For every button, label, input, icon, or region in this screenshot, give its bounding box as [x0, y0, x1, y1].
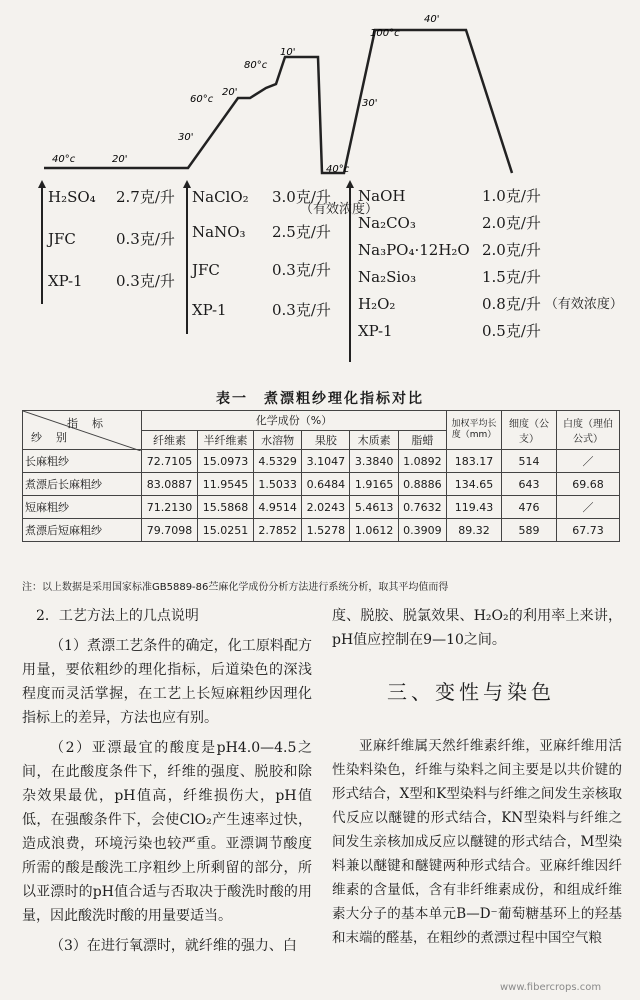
table-cell: 4.9514 — [254, 496, 302, 519]
temp-label: 60°c — [190, 94, 214, 105]
chemical-name: NaClO₂ — [192, 188, 249, 206]
corner-top-label: 指标 — [67, 417, 117, 430]
chemical-amount: 0.3克/升 — [116, 272, 175, 290]
table-cell: 476 — [502, 496, 557, 519]
table-cell: 134.65 — [447, 473, 502, 496]
column-header: 纤维素 — [142, 430, 198, 450]
body-paragraph: （2）亚漂最宜的酸度是pH4.0—4.5之间，在此酸度条件下，纤维的强度、脱胶和除杂效果最优，pH值高，纤维损伤大，pH值低，在强酸条件下，会使ClO₂产生速率过快，造成浪费，环境污染也较严重。亚漂调节酸度所需的酸是酸洗工序粗纱上所剩留的部分，所以亚漂时的pH值合适与否取决于酸洗时酸的用量，因此酸洗时酸的用量要适当。 — [22, 740, 312, 924]
chemical-amount: 0.8克/升 — [482, 295, 541, 313]
table-cell: 15.0251 — [198, 519, 254, 542]
row-label: 短麻粗纱 — [23, 496, 142, 519]
table-cell: 11.9545 — [198, 473, 254, 496]
table-title: 表一 煮漂粗纱理化指标对比 — [216, 391, 424, 407]
fineness-header: 细度（公支） — [502, 411, 557, 450]
table-cell: 4.5329 — [254, 450, 302, 473]
watermark: www.fibercrops.com — [500, 982, 602, 993]
table-cell: 0.7632 — [398, 496, 446, 519]
chemical-amount: 1.5克/升 — [482, 268, 541, 286]
chemical-name: Na₂Sio₃ — [358, 268, 417, 286]
recipe-row — [358, 209, 623, 236]
chemical-name: H₂O₂ — [358, 295, 396, 313]
recipe-oxygen-bleach — [358, 182, 623, 344]
subsection-heading: 2．工艺方法上的几点说明 — [36, 608, 199, 624]
table-cell: 83.0887 — [142, 473, 198, 496]
chemical-amount: 0.3克/升 — [116, 230, 175, 248]
table-cell: 69.68 — [557, 473, 620, 496]
chemical-name: XP-1 — [192, 301, 227, 319]
chemical-name: JFC — [48, 230, 76, 248]
chemical-amount: 2.7克/升 — [116, 188, 175, 206]
column-header: 半纤维素 — [198, 430, 254, 450]
recipe-row — [358, 263, 623, 290]
temp-label: 30' — [178, 132, 194, 143]
column-header: 木质素 — [350, 430, 398, 450]
concentration-note: （有效浓度） — [300, 202, 379, 217]
table-cell: 3.1047 — [302, 450, 350, 473]
column-header: 水溶物 — [254, 430, 302, 450]
recipe-row — [358, 290, 623, 317]
chemical-name: JFC — [192, 261, 220, 279]
chemical-name: H₂SO₄ — [48, 188, 96, 206]
table-row — [23, 519, 620, 542]
table-row — [23, 496, 620, 519]
table-cell: 72.7105 — [142, 450, 198, 473]
recipe-acid-wash — [48, 182, 175, 296]
column-header: 果胶 — [302, 430, 350, 450]
chemical-amount: 0.5克/升 — [482, 322, 541, 340]
chemical-name: XP-1 — [48, 272, 83, 290]
chemical-name: Na₃PO₄·12H₂O — [358, 241, 470, 259]
table-cell: 15.0973 — [198, 450, 254, 473]
table-cell: 5.4613 — [350, 496, 398, 519]
temp-label: 10' — [280, 47, 296, 58]
chemical-name: NaOH — [358, 187, 406, 205]
recipe-row — [358, 236, 623, 263]
chemical-name: XP-1 — [358, 322, 393, 340]
concentration-note: （有效浓度） — [544, 297, 623, 312]
table-cell: 589 — [502, 519, 557, 542]
table-cell: 119.43 — [447, 496, 502, 519]
table-cell: 71.2130 — [142, 496, 198, 519]
table-cell: 1.0612 — [350, 519, 398, 542]
table-cell: 0.8886 — [398, 473, 446, 496]
length-header: 加权平均长度（mm） — [447, 411, 502, 450]
table-cell: 79.7098 — [142, 519, 198, 542]
table-cell: 514 — [502, 450, 557, 473]
body-paragraph: （3）在进行氧漂时，就纤维的强力、白 — [50, 938, 297, 954]
table-corner-header — [23, 411, 142, 450]
table-cell: 1.9165 — [350, 473, 398, 496]
table-cell: 3.3840 — [350, 450, 398, 473]
row-label: 长麻粗纱 — [23, 450, 142, 473]
physicochemical-table — [22, 410, 620, 542]
chemical-name: Na₂CO₃ — [358, 214, 416, 232]
table-footnote: 注：以上数据是采用国家标准GB5889-86苎麻化学成份分析方法进行系统分析，取其平均值而得 — [22, 582, 449, 593]
table-cell: ／ — [557, 496, 620, 519]
chemical-amount: 0.3克/升 — [272, 301, 331, 319]
temp-label: 30' — [362, 98, 378, 109]
row-label: 煮漂后短麻粗纱 — [23, 519, 142, 542]
column-header: 脂蜡 — [398, 430, 446, 450]
table-cell: 1.0892 — [398, 450, 446, 473]
left-text-column — [22, 604, 312, 958]
table-row — [23, 473, 620, 496]
recipe-row — [192, 217, 378, 247]
recipe-row — [192, 255, 378, 285]
table-cell: 183.17 — [447, 450, 502, 473]
body-paragraph: 度、脱胶、脱氯效果、H₂O₂的利用率上来讲，pH值应控制在9—10之间。 — [332, 608, 622, 648]
temp-label: 20' — [222, 87, 238, 98]
temp-label: 40' — [424, 14, 440, 25]
body-paragraph: 亚麻纤维属天然纤维素纤维，亚麻纤维用活性染料染色，纤维与染料之间主要是以共价键的形式结合，X型和K型染料与纤维之间发生亲核取代反应以醚键的形式结合，KN型染料与纤维之间发生亲核加成反应以醚键的形式结合，M型染料兼以醚键和醚键两种形式结合。亚麻纤维因纤维素的含量低，含有非纤维素成份，和组成纤维素大分子的基本单元B—D⁻葡萄糖基环上的羟基和末端的醛基，在粗纱的煮漂过程中国空气粮 — [332, 738, 622, 946]
divider-line — [186, 186, 188, 334]
recipe-row — [192, 295, 378, 325]
table-row — [23, 450, 620, 473]
recipe-row — [48, 266, 175, 296]
chemical-amount: 0.3克/升 — [272, 261, 331, 279]
temp-label: 100°c — [370, 28, 400, 39]
process-temperature-diagram — [0, 0, 640, 185]
recipe-row — [358, 317, 623, 344]
table-cell: 1.5033 — [254, 473, 302, 496]
divider-line — [41, 186, 43, 304]
recipe-row — [48, 224, 175, 254]
section-heading: 三、变性与染色 — [387, 680, 555, 704]
table-cell: 67.73 — [557, 519, 620, 542]
temp-label: 40°c — [326, 164, 350, 175]
table-cell: 15.5868 — [198, 496, 254, 519]
table-cell: ／ — [557, 450, 620, 473]
table-cell: 643 — [502, 473, 557, 496]
chemical-amount: 2.0克/升 — [482, 214, 541, 232]
table-cell: 0.6484 — [302, 473, 350, 496]
table-cell: 0.3909 — [398, 519, 446, 542]
recipe-row — [48, 182, 175, 212]
right-text-column — [332, 604, 622, 652]
chemical-amount: 2.5克/升 — [272, 223, 331, 241]
table-cell: 2.0243 — [302, 496, 350, 519]
table-cell: 89.32 — [447, 519, 502, 542]
right-text-column-body — [332, 734, 622, 950]
chemical-amount: 1.0克/升 — [482, 187, 541, 205]
temp-label: 20' — [112, 154, 128, 165]
corner-bottom-label: 纱别 — [31, 431, 81, 444]
table-cell: 2.7852 — [254, 519, 302, 542]
recipe-row — [358, 182, 623, 209]
chemical-name: NaNO₃ — [192, 223, 246, 241]
chemical-amount: 2.0克/升 — [482, 241, 541, 259]
temperature-curve — [44, 30, 512, 173]
recipe-chlorite-bleach — [192, 182, 378, 325]
table-cell: 1.5278 — [302, 519, 350, 542]
chemical-amount: 3.0克/升 — [272, 188, 331, 206]
chemical-composition-header: 化学成份（%） — [142, 411, 447, 431]
body-paragraph: （1）煮漂工艺条件的确定，化工原料配方用量，要依粗纱的理化指标，后道染色的深浅程度而灵活掌握，在工艺上长短麻粗纱因理化指标上的差异，方法也应有别。 — [22, 638, 312, 726]
whiteness-header: 白度（理伯公式） — [557, 411, 620, 450]
temp-label: 80°c — [244, 60, 268, 71]
row-label: 煮漂后长麻粗纱 — [23, 473, 142, 496]
temp-label: 40°c — [52, 154, 76, 165]
